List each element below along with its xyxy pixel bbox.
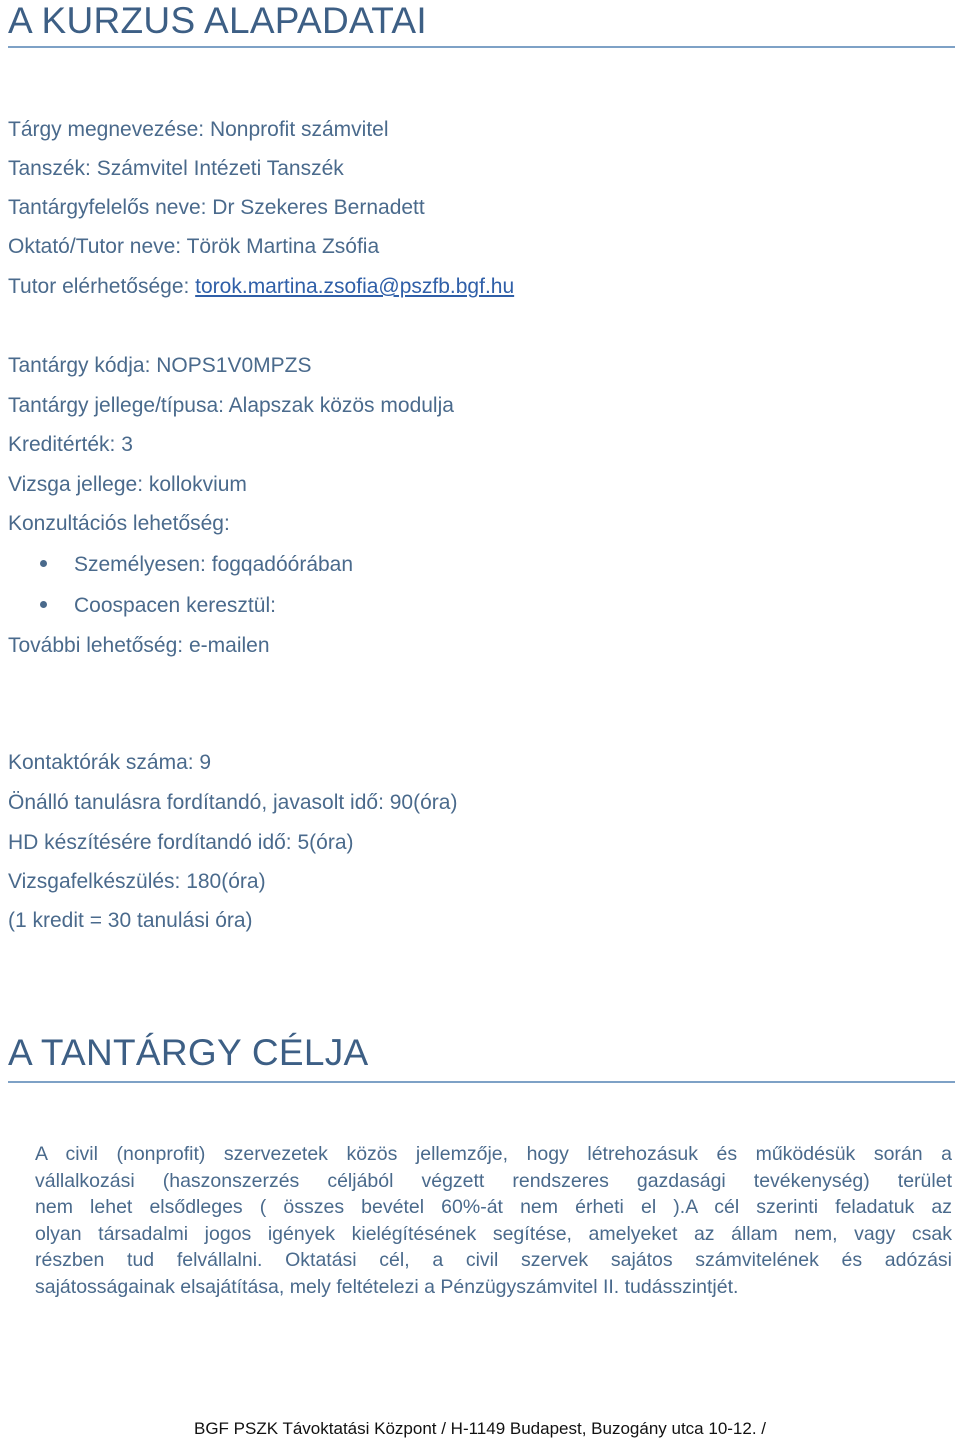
bullet-icon	[40, 560, 47, 567]
contact-label: Tutor elérhetősége:	[8, 275, 196, 298]
credit-note: (1 kredit = 30 tanulási óra)	[8, 909, 253, 932]
hd-prep-label: HD készítésére fordítandó idő:	[8, 831, 298, 854]
subject-value: Nonprofit számvitel	[209, 118, 389, 141]
responsible-line	[8, 196, 425, 220]
type-line	[8, 394, 454, 418]
type-value: Alapszak közös modulja	[228, 394, 454, 417]
tutor-line	[8, 235, 379, 259]
consult-option-text: Személyesen: fogqadóórában	[74, 553, 354, 576]
exam-value: kollokvium	[148, 473, 247, 496]
subject-line	[8, 118, 389, 142]
consult-option	[40, 594, 276, 618]
goal-line: sajátosságainak elsajátítása, mely feltételezi a Pénzügyszámvitel II. tudásszintjét.	[35, 1275, 739, 1298]
exam-prep-line	[8, 870, 266, 894]
tutor-value: Török Martina Zsófia	[186, 235, 380, 258]
further-label: További lehetőség:	[8, 634, 189, 657]
self-study-value: 90(óra)	[389, 791, 458, 814]
goal-line: vállalkozási (haszonszerzés céljából végzett rendszeres gazdasági tevékenység) terület	[35, 1169, 952, 1192]
contact-hours-line	[8, 751, 211, 775]
goal-line: olyan társadalmi jogos igények kielégítésének segítése, amelyeket az állam nem, vagy csak	[35, 1222, 952, 1245]
hd-prep-value: 5(óra)	[297, 831, 354, 854]
goal-line: nem lehet elsődleges ( összes bevétel 60%-át nem érheti el ).A cél szerinti feladatuk az	[35, 1196, 952, 1218]
title-underline	[8, 1081, 955, 1083]
further-line	[8, 634, 270, 658]
subject-label: Tárgy megnevezése:	[8, 118, 210, 141]
credit-value: 3	[121, 433, 133, 456]
goal-line: részben tud felvállalni. Oktatási cél, a civil szervek sajátos számvitelének és adózási	[35, 1249, 952, 1271]
page-footer: BGF PSZK Távoktatási Központ / H-1149 Budapest, Buzogány utca 10-12. /	[193, 1419, 767, 1438]
exam-label: Vizsga jellege:	[8, 473, 149, 496]
consult-option	[40, 553, 353, 577]
self-study-line	[8, 791, 457, 815]
further-value: e-mailen	[188, 634, 270, 657]
title-underline	[8, 46, 955, 48]
contact-hours-label: Kontaktórák száma:	[8, 751, 200, 774]
goal-paragraph	[35, 1141, 952, 1300]
department-line	[8, 157, 344, 181]
type-label: Tantárgy jellege/típusa:	[8, 394, 229, 417]
bullet-icon	[40, 601, 47, 608]
credit-line	[8, 433, 133, 457]
code-value: NOPS1V0MPZS	[156, 354, 312, 377]
hd-prep-line	[8, 831, 354, 855]
contact-hours-value: 9	[199, 751, 212, 774]
goal-line: A civil (nonprofit) szervezetek közös jellemzője, hogy létrehozásuk és működésük során a	[35, 1143, 952, 1165]
consult-label: Konzultációs lehetőség:	[8, 512, 230, 535]
department-label: Tanszék:	[8, 157, 97, 180]
section-title-basics: A KURZUS ALAPADATAI	[8, 0, 427, 41]
section-title-goal: A TANTÁRGY CÉLJA	[8, 1032, 369, 1073]
responsible-value: Dr Szekeres Bernadett	[212, 196, 425, 219]
tutor-email-link[interactable]: torok.martina.zsofia@pszfb.bgf.hu	[195, 275, 515, 298]
exam-line	[8, 473, 247, 497]
tutor-label: Oktató/Tutor neve:	[8, 235, 187, 258]
exam-prep-value: 180(óra)	[186, 870, 266, 893]
responsible-label: Tantárgyfelelős neve:	[8, 196, 213, 219]
code-line	[8, 354, 311, 378]
contact-line	[8, 275, 514, 299]
self-study-label: Önálló tanulásra fordítandó, javasolt idő:	[8, 791, 390, 814]
consult-option-text: Coospacen keresztül:	[74, 594, 276, 617]
exam-prep-label: Vizsgafelkészülés:	[8, 870, 187, 893]
code-label: Tantárgy kódja:	[8, 354, 157, 377]
department-value: Számvitel Intézeti Tanszék	[96, 157, 344, 180]
credit-label: Kreditérték:	[8, 433, 122, 456]
